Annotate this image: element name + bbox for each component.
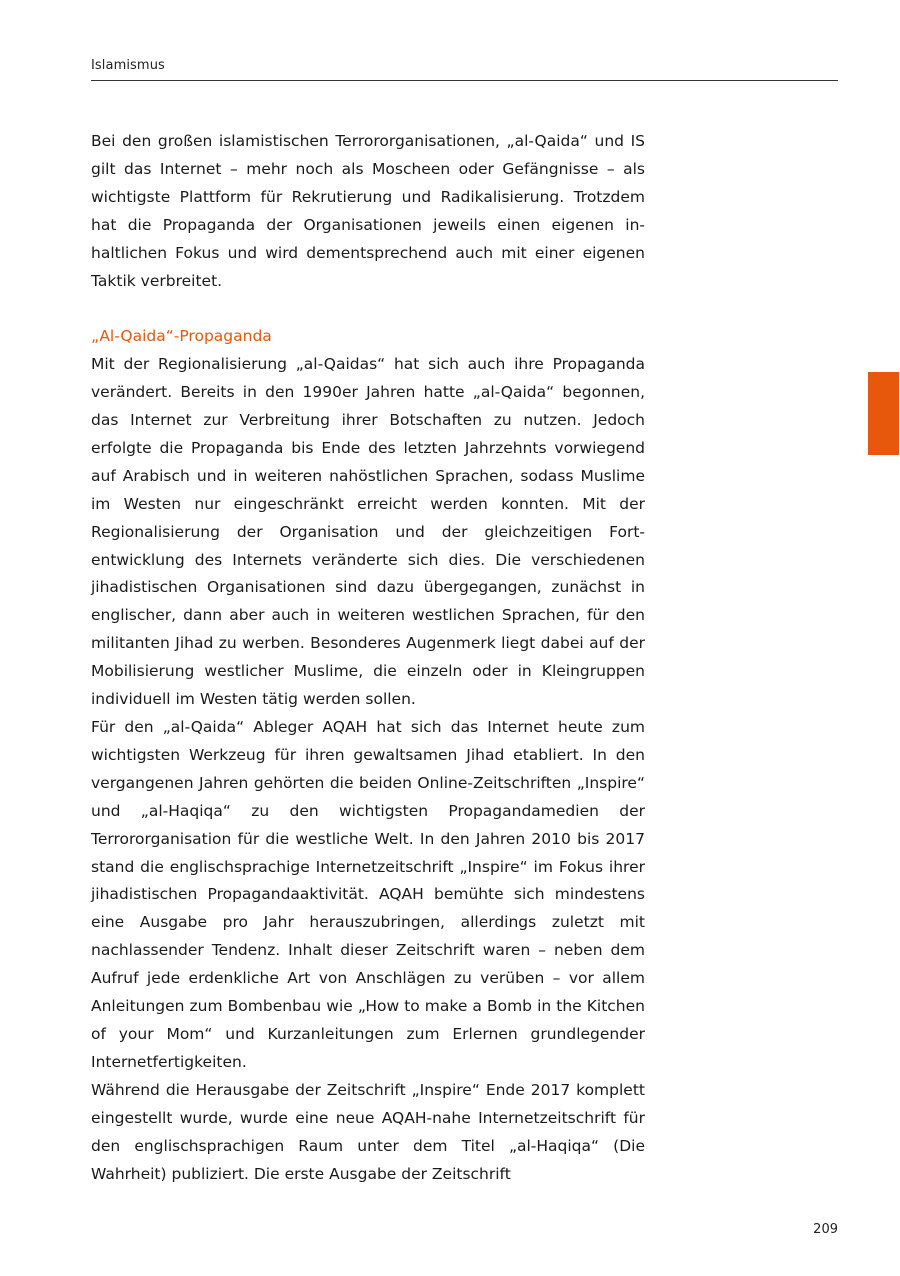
chapter-tab-marker — [868, 372, 899, 455]
paragraph-aqah-internet: Für den „al-Qaida“ Ableger AQAH hat sich das Internet heute zum wichtigsten Werkzeug für ihren gewaltsamen Jihad etabliert. In den vergangenen Jahren gehörten die beiden Online-Zeitschriften „Inspire“ und „al-Haqiqa“ zu den wichtigsten Propagandamedien der Terrororganisation für die westliche Welt. In den Jahren 2010 bis 2017 stand die englischsprachige Internetzeitschrift „Inspire“ im Fokus ihrer jihadistischen Propagandaaktivität. AQAH bemühte sich mindestens eine Ausgabe pro Jahr herauszubringen, allerdings zuletzt mit nachlassender Tendenz. Inhalt dieser Zeitschrift waren – neben dem Aufruf jede erdenkliche Art von Anschlägen zu verüben – vor allem Anleitungen zum Bombenbau wie „How to make a Bomb in the Kitchen of your Mom“ und Kurzanleitungen zum Erlernen grundlegender Internetfertigkeiten. — [91, 718, 645, 1071]
running-header: Islamismus — [91, 58, 165, 73]
page-number: 209 — [813, 1222, 838, 1237]
paragraph-regionalisierung: Mit der Regionalisierung „al-Qaidas“ hat sich auch ihre Propaganda verändert. Bereits in den 1990er Jahren hatte „al-Qaida“ begonnen, das Internet zur Verbreitung ihrer Botschaften zu nutzen. Jedoch erfolgte die Propaganda bis Ende des letzten Jahrzehnts vorwiegend auf Arabisch und in weiteren nahöstlichen Sprachen, sodass Muslime im Westen nur eingeschränkt erreicht werden konnten. Mit der Regionalisierung der Organisation und der gleichzeitigen Fortentwicklung des Internets veränderte sich dies. Die verschiedenen jihadistischen Organisationen sind dazu übergegangen, zunächst in englischer, dann aber auch in weiteren westlichen Sprachen, für den militanten Jihad zu werben. Besonderes Augenmerk liegt dabei auf der Mobilisierung westlicher Muslime, die einzeln oder in Kleingruppen individuell im Westen tätig werden sollen. — [91, 355, 645, 709]
intro-paragraph: Bei den großen islamistischen Terrororganisationen, „al-Qaida“ und IS gilt das Internet – mehr noch als Moscheen oder Gefängnisse – als wichtigste Plattform für Rekrutierung und Radikalisierung. Trotzdem hat die Propaganda der Organisationen jeweils einen eigenen inhaltlichen Fokus und wird dementsprechend auch mit einer eigenen Taktik verbreitet. — [91, 132, 645, 290]
body-text — [91, 128, 645, 1188]
header-rule — [91, 80, 838, 81]
section-heading: „Al-Qaida“-Propaganda — [91, 327, 272, 346]
paragraph-al-haqiqa: Während die Herausgabe der Zeitschrift „Inspire“ Ende 2017 komplett eingestellt wurde, wurde eine neue AQAH-nahe Internetzeitschrift für den englischsprachigen Raum unter dem Titel „al-Haqiqa“ (Die Wahrheit) publiziert. Die erste Ausgabe der Zeitschrift — [91, 1080, 645, 1183]
